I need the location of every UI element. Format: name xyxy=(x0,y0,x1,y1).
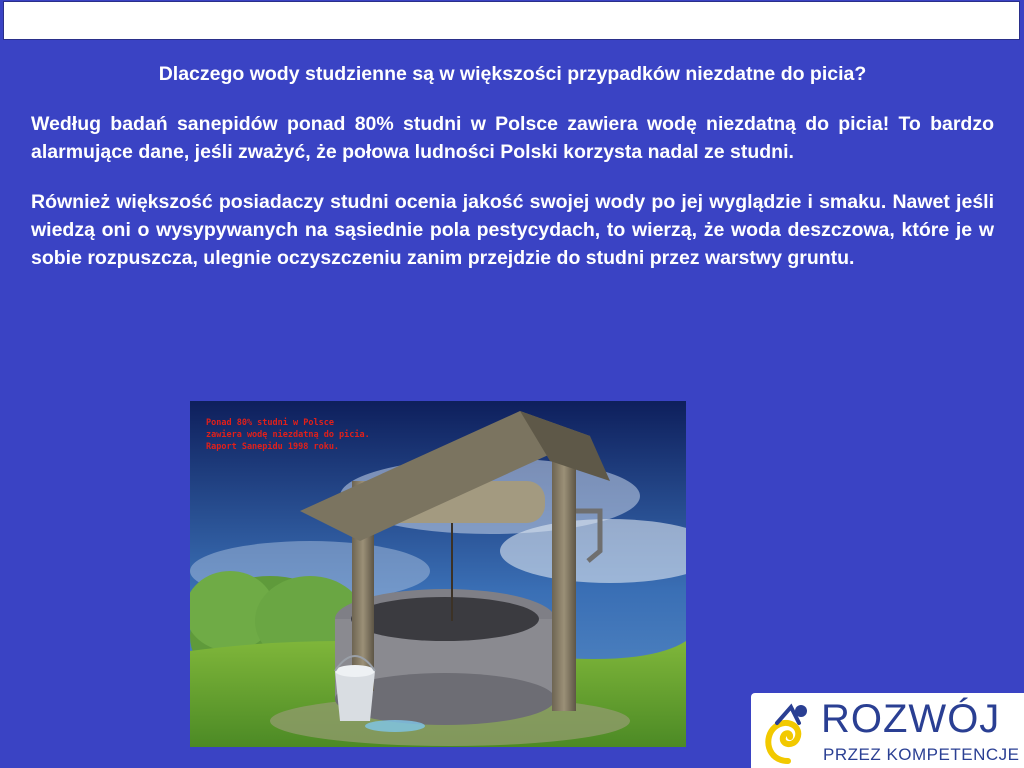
caption-line: Ponad 80% studni w Polsce xyxy=(206,418,334,428)
slide-heading: Dlaczego wody studzienne są w większości przypadków niezdatne do picia? xyxy=(158,63,867,85)
caption-line: Raport Sanepidu 1998 roku. xyxy=(206,442,340,452)
well-illustration xyxy=(190,401,686,747)
paragraph-owners: Również większość posiadaczy studni ocenia jakość swojej wody po jej wyglądzie i smaku. Nawet jeśli wiedzą oni o wysypywanych na sąsiednie pola pestycydach, to wierzą, że woda deszczowa, które je w sobie rozpuszcza, ulegnie oczyszczeniu zanim przejdzie do studni przez warstwy gruntu. xyxy=(31,191,994,269)
spiral-logo-icon xyxy=(757,701,819,767)
title-bar xyxy=(3,1,1020,40)
logo-wordmark: ROZWÓJ xyxy=(821,697,1001,741)
image-caption xyxy=(206,417,406,453)
rozwoj-logo xyxy=(751,693,1024,768)
slide-content xyxy=(31,60,994,294)
logo-subtitle: PRZEZ KOMPETENCJE xyxy=(823,745,1020,764)
caption-line: zawiera wodę niezdatną do picia. xyxy=(206,430,370,440)
paragraph-survey: Według badań sanepidów ponad 80% studni w Polsce zawiera wodę niezdatną do picia! To bardzo alarmujące dane, jeśli zważyć, że połowa ludności Polski korzysta nadal ze studni. xyxy=(31,113,994,163)
